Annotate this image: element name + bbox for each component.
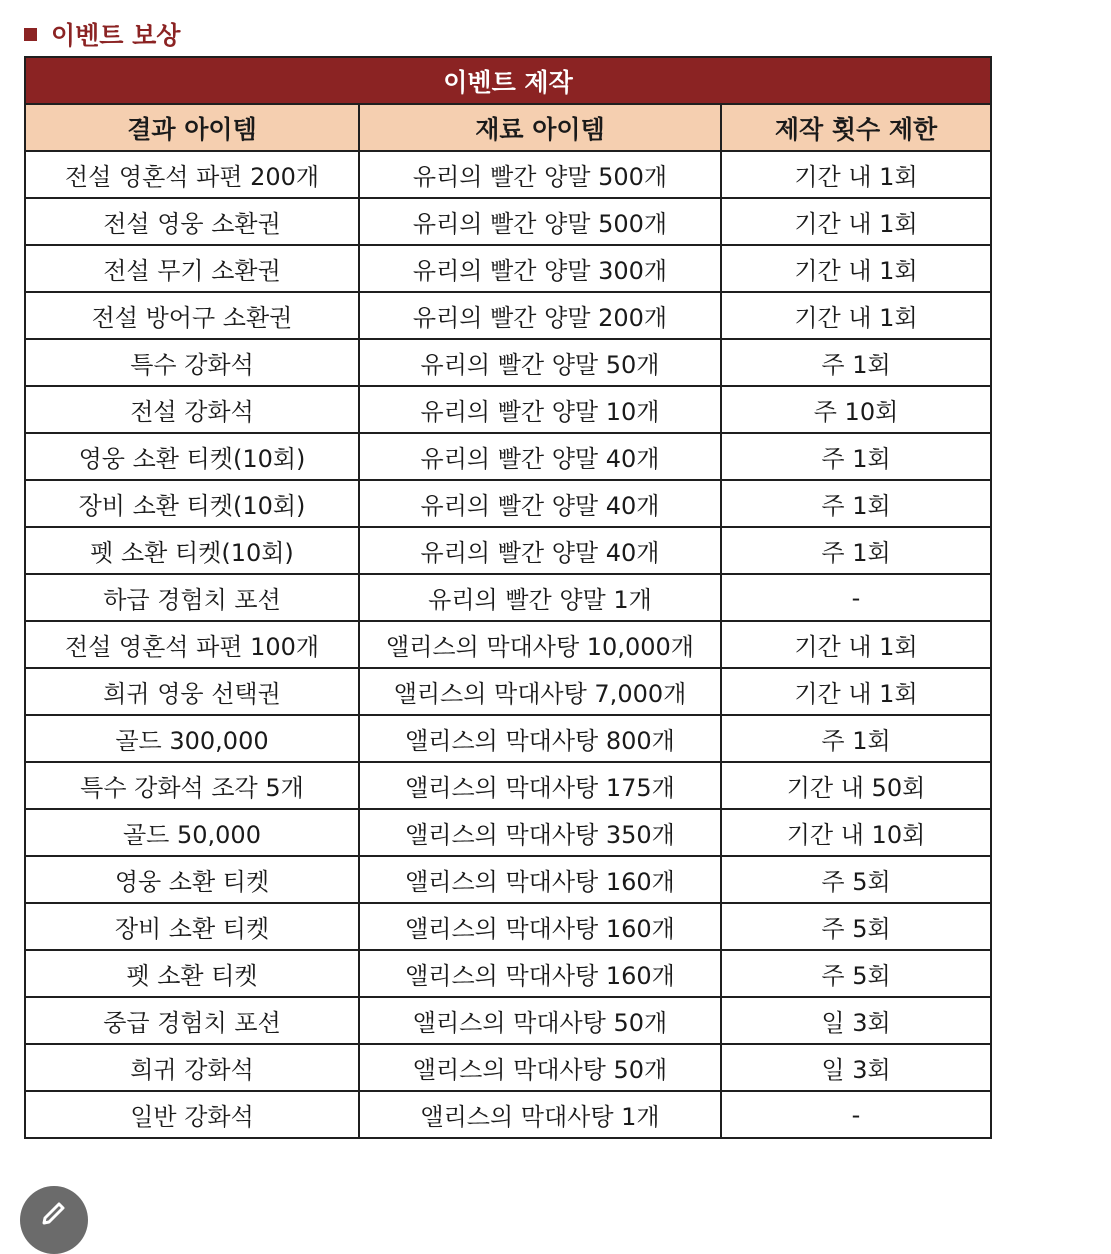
table-row [25,527,991,574]
table-row [25,950,991,997]
result-item-cell: 골드 50,000 [25,809,359,856]
craft-limit-cell: 기간 내 10회 [721,809,991,856]
table-row [25,668,991,715]
material-item-cell: 유리의 빨간 양말 40개 [359,433,721,480]
craft-limit-cell: 기간 내 1회 [721,668,991,715]
table-row [25,809,991,856]
result-item-cell: 전설 영혼석 파편 200개 [25,151,359,198]
result-item-cell: 중급 경험치 포션 [25,997,359,1044]
material-item-cell: 유리의 빨간 양말 200개 [359,292,721,339]
craft-limit-cell: 주 5회 [721,950,991,997]
material-item-cell: 유리의 빨간 양말 50개 [359,339,721,386]
craft-limit-cell: 주 1회 [721,339,991,386]
material-item-cell: 유리의 빨간 양말 40개 [359,480,721,527]
header-material-item: 재료 아이템 [359,104,721,151]
craft-limit-cell: 기간 내 50회 [721,762,991,809]
table-row [25,480,991,527]
material-item-cell: 앨리스의 막대사탕 50개 [359,997,721,1044]
material-item-cell: 앨리스의 막대사탕 10,000개 [359,621,721,668]
craft-limit-cell: 기간 내 1회 [721,245,991,292]
result-item-cell: 특수 강화석 조각 5개 [25,762,359,809]
table-row [25,856,991,903]
material-item-cell: 앨리스의 막대사탕 1개 [359,1091,721,1138]
material-item-cell: 유리의 빨간 양말 10개 [359,386,721,433]
material-item-cell: 앨리스의 막대사탕 800개 [359,715,721,762]
table-banner: 이벤트 제작 [25,57,991,104]
craft-limit-cell: 주 1회 [721,433,991,480]
material-item-cell: 앨리스의 막대사탕 160개 [359,950,721,997]
material-item-cell: 앨리스의 막대사탕 7,000개 [359,668,721,715]
material-item-cell: 앨리스의 막대사탕 160개 [359,903,721,950]
table-row [25,1091,991,1138]
material-item-cell: 앨리스의 막대사탕 350개 [359,809,721,856]
craft-limit-cell: 주 1회 [721,527,991,574]
table-row [25,715,991,762]
table-header-row [25,104,991,151]
table-row [25,292,991,339]
material-item-cell: 유리의 빨간 양말 1개 [359,574,721,621]
result-item-cell: 전설 강화석 [25,386,359,433]
craft-limit-cell: 일 3회 [721,997,991,1044]
material-item-cell: 유리의 빨간 양말 500개 [359,151,721,198]
table-row [25,386,991,433]
section-heading-text: 이벤트 보상 [51,21,181,50]
table-row [25,903,991,950]
material-item-cell: 유리의 빨간 양말 40개 [359,527,721,574]
craft-limit-cell: 기간 내 1회 [721,292,991,339]
craft-limit-cell: 기간 내 1회 [721,621,991,668]
pencil-icon [37,1194,71,1228]
result-item-cell: 희귀 영웅 선택권 [25,668,359,715]
table-row [25,997,991,1044]
material-item-cell: 유리의 빨간 양말 500개 [359,198,721,245]
result-item-cell: 골드 300,000 [25,715,359,762]
craft-limit-cell: - [721,1091,991,1138]
material-item-cell: 앨리스의 막대사탕 175개 [359,762,721,809]
section-heading [24,16,180,52]
table-row [25,574,991,621]
result-item-cell: 영웅 소환 티켓(10회) [25,433,359,480]
result-item-cell: 특수 강화석 [25,339,359,386]
result-item-cell: 희귀 강화석 [25,1044,359,1091]
craft-limit-cell: 주 10회 [721,386,991,433]
craft-limit-cell: 주 5회 [721,856,991,903]
table-row [25,151,991,198]
header-result-item: 결과 아이템 [25,104,359,151]
header-craft-limit: 제작 횟수 제한 [721,104,991,151]
result-item-cell: 펫 소환 티켓(10회) [25,527,359,574]
event-crafting-table [24,56,992,1139]
result-item-cell: 하급 경험치 포션 [25,574,359,621]
result-item-cell: 전설 무기 소환권 [25,245,359,292]
result-item-cell: 전설 영혼석 파편 100개 [25,621,359,668]
result-item-cell: 영웅 소환 티켓 [25,856,359,903]
table-banner-row [25,57,991,104]
craft-limit-cell: 주 5회 [721,903,991,950]
table-row [25,198,991,245]
table-row [25,245,991,292]
craft-limit-cell: 주 1회 [721,715,991,762]
edit-floating-button[interactable] [20,1186,88,1254]
table-row [25,621,991,668]
table-body [25,151,991,1138]
craft-limit-cell: 기간 내 1회 [721,151,991,198]
table-row [25,1044,991,1091]
result-item-cell: 펫 소환 티켓 [25,950,359,997]
craft-limit-cell: 주 1회 [721,480,991,527]
table-row [25,762,991,809]
craft-limit-cell: 기간 내 1회 [721,198,991,245]
table-row [25,339,991,386]
result-item-cell: 전설 방어구 소환권 [25,292,359,339]
square-bullet-icon [24,28,37,41]
material-item-cell: 유리의 빨간 양말 300개 [359,245,721,292]
craft-limit-cell: 일 3회 [721,1044,991,1091]
table-row [25,433,991,480]
result-item-cell: 장비 소환 티켓 [25,903,359,950]
material-item-cell: 앨리스의 막대사탕 160개 [359,856,721,903]
result-item-cell: 일반 강화석 [25,1091,359,1138]
craft-limit-cell: - [721,574,991,621]
material-item-cell: 앨리스의 막대사탕 50개 [359,1044,721,1091]
result-item-cell: 장비 소환 티켓(10회) [25,480,359,527]
result-item-cell: 전설 영웅 소환권 [25,198,359,245]
